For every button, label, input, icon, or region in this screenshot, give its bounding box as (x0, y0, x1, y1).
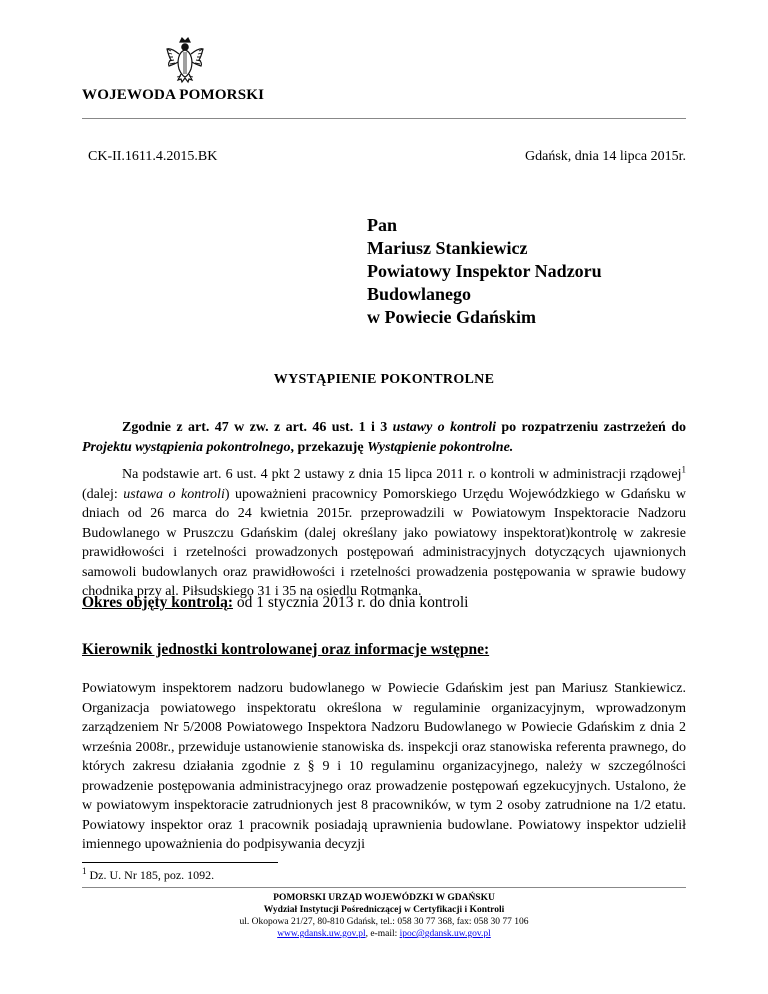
audit-period (82, 594, 468, 612)
issuing-authority: WOJEWODA POMORSKI (82, 87, 265, 103)
footer-department: Wydział Instytucji Pośredniczącej w Certyfikacji i Kontroli (263, 905, 505, 915)
addressee-line: Budowlanego (367, 284, 472, 304)
addressee-block (367, 214, 602, 329)
legal-basis-paragraph: Na podstawie art. 6 ust. 4 pkt 2 ustawy z dnia 15 lipca 2011 r. o kontroli w administracji rządowej$^1$ (dalej: ustawa o kontroli) upoważnieni pracownicy Pomorskiego Urzędu Wojewódzkiego w Gdańsku w dniach od 26 marca do 24 kwietnia 2015r. przeprowadzili w Powiatowym Inspektoracie Nadzoru Budowlanego w Pruszczu Gdańskim (dalej określany jako powiatowy inspektorat)kontrolę w zakresie prawidłowości i rzetelności prowadzonych postępowań administracyjnych dotyczących ujawnionych samowoli budowlanych oraz prawidłowości i rzetelności prowadzenia postępowania w sprawie budowy chodnika przy al. Piłsudskiego 31 i 35 na osiedlu Rotmanka. (82, 464, 686, 599)
intro-paragraph: Zgodnie z art. 47 w zw. z art. 46 ust. 1 i 3 ustawy o kontroli po rozpatrzeniu zastrzeżeń do Projektu wystąpienia pokontrolnego, przekazuję Wystąpienie pokontrolne. (82, 420, 686, 455)
footer-divider (82, 887, 686, 888)
footer-office: POMORSKI URZĄD WOJEWÓDZKI W GDAŃSKU (273, 893, 495, 903)
addressee-line: Mariusz Stankiewicz (367, 238, 528, 258)
website-link[interactable]: www.gdansk.uw.gov.pl (277, 929, 366, 939)
footer-address: ul. Okopowa 21/27, 80-810 Gdańsk, tel.: 058 30 77 368, fax: 058 30 77 106 (239, 917, 529, 927)
polish-eagle-icon (165, 36, 205, 86)
audit-period-label: Okres objęty kontrolą: (82, 594, 233, 611)
footnote-divider (82, 862, 278, 863)
section-heading: Kierownik jednostki kontrolowanej oraz informacje wstępne: (82, 641, 490, 658)
footnote: $^1$ Dz. U. Nr 185, poz. 1092. (82, 866, 215, 882)
unit-info-paragraph: Powiatowym inspektorem nadzoru budowlanego w Powiecie Gdańskim jest pan Mariusz Stankiewicz. Organizacja powiatowego inspektoratu określona w regulaminie organizacyjnym, wprowadzonym zarządzeniem Nr 5/2008 Powiatowego Inspektora Nadzoru Budowlanego w Powiecie Gdańskim z dnia 2 września 2008r., przewiduje ustanowienie stanowiska ds. inspekcji oraz stanowiska referenta prawnego, do których zakresu działania zgodnie z § 9 i 10 regulaminu organizacyjnego, należy w szczególności prowadzenie postępowania administracyjnego oraz prowadzenie postępowań egzekucyjnych. Ustalono, że w powiatowym inspektoracie zatrudnionych jest 8 pracowników, w tym 2 osoby zatrudnione na 1/2 etatu. Powiatowy inspektor oraz 1 pracownik posiadają uprawnienia budowlane. Powiatowy inspektor udzielił imiennego upoważnienia do podpisywania decyzji (82, 681, 686, 852)
addressee-line: w Powiecie Gdańskim (367, 307, 536, 327)
document-title: WYSTĄPIENIE POKONTROLNE (273, 372, 495, 387)
page-footer (0, 892, 768, 940)
place-and-date: Gdańsk, dnia 14 lipca 2015r. (525, 149, 686, 164)
reference-number: CK-II.1611.4.2015.BK (88, 149, 218, 164)
addressee-line: Pan (367, 215, 398, 235)
header-divider (82, 118, 686, 119)
footer-contact: www.gdansk.uw.gov.pl, e-mail: ipoc@gdansk.uw.gov.pl (277, 929, 491, 939)
footnote-reference: 1 (681, 464, 686, 475)
email-link[interactable]: ipoc@gdansk.uw.gov.pl (399, 929, 491, 939)
addressee-line: Powiatowy Inspektor Nadzoru (367, 261, 602, 281)
audit-period-value: od 1 stycznia 2013 r. do dnia kontroli (232, 594, 469, 611)
